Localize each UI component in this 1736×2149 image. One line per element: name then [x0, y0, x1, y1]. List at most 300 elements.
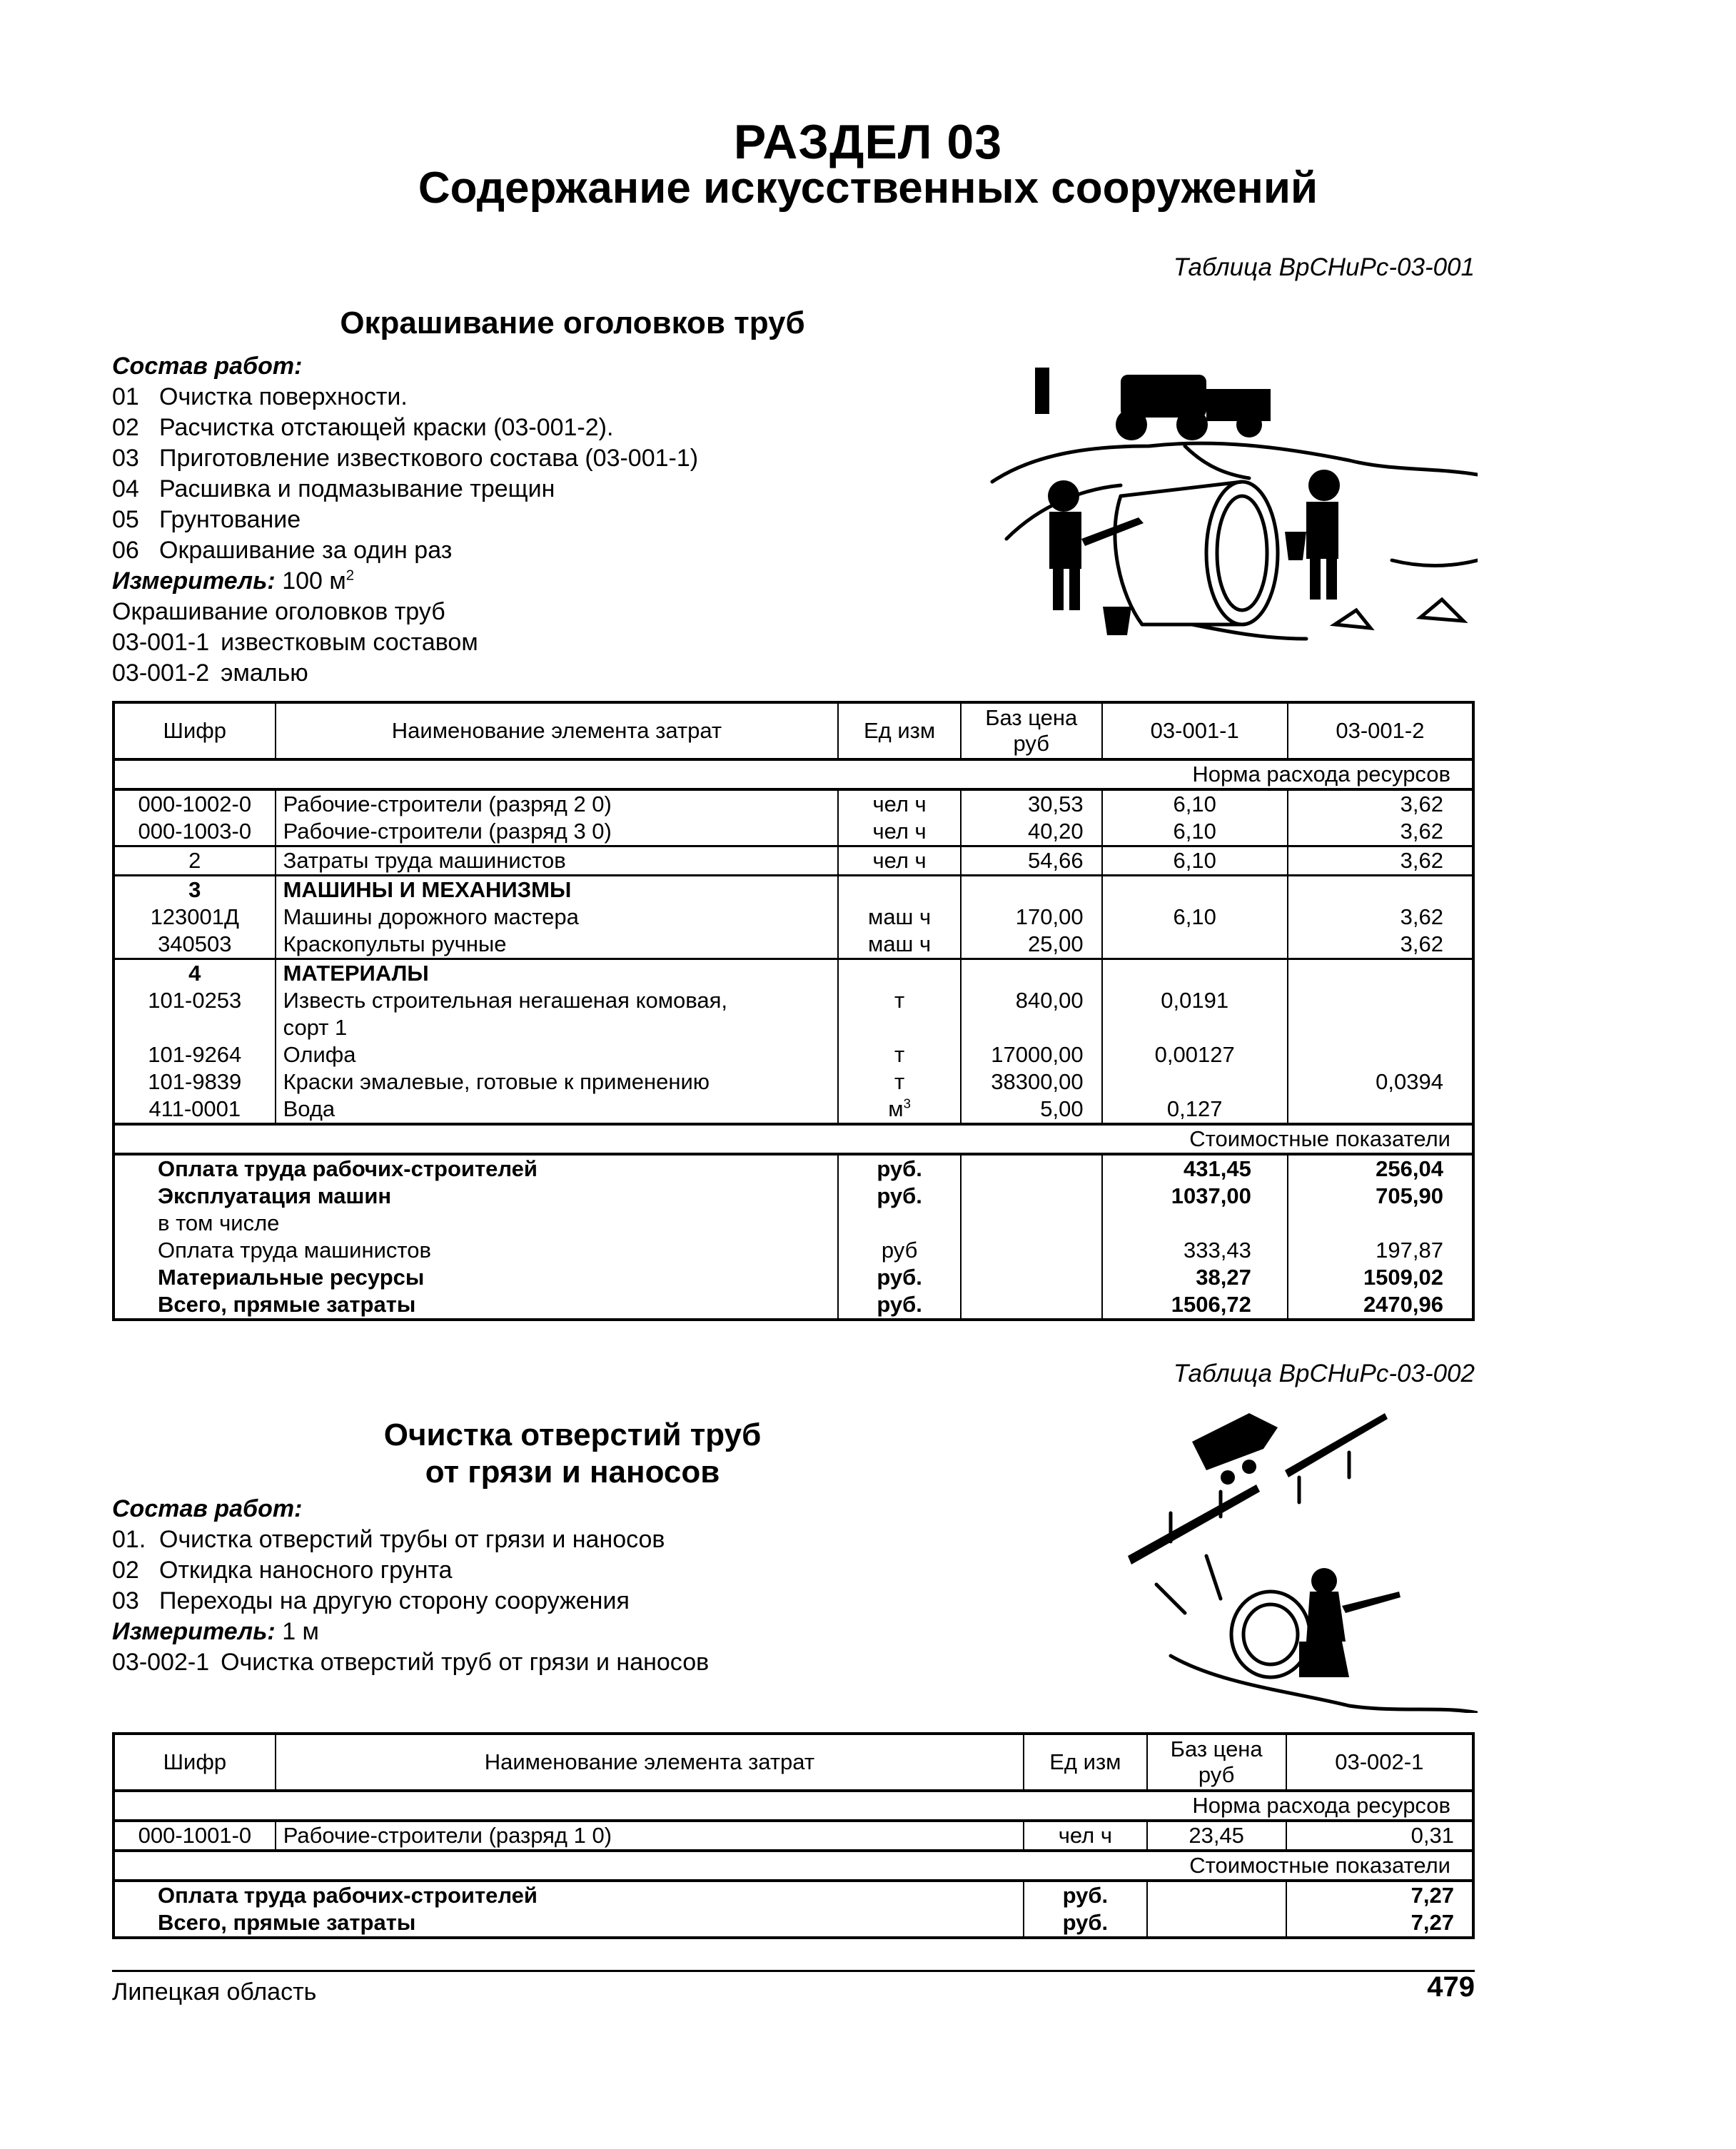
cell-code-text: 000-1002-0 — [138, 792, 252, 816]
cell-price-text: 54,66 — [1028, 848, 1084, 873]
cost-name — [113, 1237, 838, 1264]
cell-value-2-text: 3,62 — [1400, 848, 1443, 873]
band-label: Норма расхода ресурсов — [113, 1791, 1473, 1821]
page-number: 479 — [1427, 1971, 1475, 2003]
cell-value-1 — [1102, 959, 1288, 988]
meter-label-2: Измеритель: — [112, 1618, 276, 1645]
cost-name — [113, 1154, 838, 1183]
composition-label-2: Состав работ: — [112, 1495, 303, 1522]
variant-item — [112, 627, 698, 658]
cost-name-text: в том числе — [158, 1210, 280, 1235]
cell-value-2 — [1288, 904, 1473, 931]
cost-value-1-text: 7,27 — [1410, 1883, 1454, 1908]
cell-code-text: 000-1001-0 — [138, 1823, 252, 1848]
cell-value-1 — [1102, 987, 1288, 1014]
table-row — [113, 1068, 1473, 1096]
meter-value-2: 1 м — [282, 1618, 319, 1645]
cell-value-1 — [1286, 1821, 1473, 1851]
price-header-line1-2: Баз цена — [1170, 1736, 1263, 1761]
band-label: Стоимостные показатели — [113, 1124, 1473, 1154]
table-row — [113, 904, 1473, 931]
cost-unit-text: руб. — [877, 1156, 922, 1181]
cell-name — [276, 1821, 1024, 1851]
cell-value-2 — [1288, 876, 1473, 904]
work-number: 06 — [112, 537, 139, 564]
cell-value-2 — [1288, 931, 1473, 959]
cell-code — [113, 1096, 276, 1124]
footer-region: Липецкая область — [112, 1978, 317, 2006]
col-header-name-2: Наименование элемента затрат — [276, 1734, 1024, 1791]
cell-unit — [838, 1068, 961, 1096]
cell-value-1 — [1102, 876, 1288, 904]
cell-name — [276, 818, 839, 846]
variant-item — [112, 1647, 709, 1678]
cell-value-2 — [1288, 789, 1473, 818]
cell-price — [961, 987, 1102, 1014]
cost-row — [113, 1210, 1473, 1237]
cell-name-text: Рабочие-строители (разряд 3 0) — [283, 819, 612, 844]
cell-value-2-text: 3,62 — [1400, 931, 1443, 956]
cost-value-2-text: 197,87 — [1376, 1238, 1443, 1263]
cell-name-text: сорт 1 — [283, 1015, 348, 1040]
cost-price-empty — [961, 1210, 1102, 1237]
work-item — [112, 535, 698, 566]
work-text: Откидка наносного грунта — [159, 1557, 453, 1584]
col-header-variant-2: 03-001-2 — [1288, 702, 1473, 759]
cell-unit — [838, 876, 961, 904]
cell-code-text: 000-1003-0 — [138, 819, 252, 844]
work-number: 01 — [112, 383, 139, 410]
band-label: Норма расхода ресурсов — [113, 759, 1473, 789]
work-number: 02 — [112, 1557, 139, 1584]
cell-price — [961, 789, 1102, 818]
cell-value-1-text: 0,127 — [1166, 1096, 1223, 1121]
work-item — [112, 413, 698, 443]
variant-code: 03-001-1 — [112, 629, 210, 656]
cell-price — [961, 1014, 1102, 1041]
cell-unit — [838, 818, 961, 846]
cell-price-text: 40,20 — [1028, 819, 1084, 844]
cell-code — [113, 987, 276, 1014]
price-header-line1: Баз цена — [985, 705, 1078, 730]
cell-value-1 — [1102, 904, 1288, 931]
cost-value-1-text: 1506,72 — [1171, 1292, 1251, 1317]
work-text: Окрашивание за один раз — [159, 537, 453, 564]
cell-unit — [838, 846, 961, 876]
cell-value-2 — [1288, 1068, 1473, 1096]
cell-name — [276, 959, 839, 988]
cell-name — [276, 1068, 839, 1096]
col-header-price-2 — [1147, 1734, 1286, 1791]
cell-value-1-text: 6,10 — [1173, 904, 1216, 929]
table-row — [113, 846, 1473, 876]
cell-price — [961, 818, 1102, 846]
cell-name-text: Вода — [283, 1096, 335, 1121]
cell-unit — [838, 1096, 961, 1124]
price-header-line2: руб — [1013, 731, 1049, 756]
cost-value-2 — [1288, 1237, 1473, 1264]
cost-price-empty — [1147, 1909, 1286, 1938]
cost-value-2 — [1288, 1183, 1473, 1210]
variant-item — [112, 658, 698, 689]
cost-unit-text: руб. — [877, 1265, 922, 1290]
cost-row — [113, 1264, 1473, 1291]
cost-unit — [838, 1183, 961, 1210]
cost-unit — [838, 1154, 961, 1183]
table1-description — [112, 351, 698, 689]
cell-price-text: 17000,00 — [991, 1042, 1084, 1067]
table-row — [113, 876, 1473, 904]
cell-value-2 — [1288, 846, 1473, 876]
cell-price-text: 38300,00 — [991, 1069, 1084, 1094]
cell-price — [961, 846, 1102, 876]
cell-name — [276, 931, 839, 959]
cost-row — [113, 1154, 1473, 1183]
cell-value-2 — [1288, 959, 1473, 988]
work-item — [112, 505, 698, 535]
cost-row — [113, 1183, 1473, 1210]
cost-value-1-text: 1037,00 — [1171, 1183, 1251, 1208]
work-text: Очистка отверстий трубы от грязи и наносов — [159, 1526, 665, 1553]
variant-text: эмалью — [221, 659, 308, 687]
cell-code — [113, 1821, 276, 1851]
cell-price-text: 170,00 — [1015, 904, 1084, 929]
cost-unit — [1024, 1881, 1147, 1909]
cell-unit — [838, 931, 961, 959]
cell-code — [113, 1014, 276, 1041]
cell-price — [961, 1068, 1102, 1096]
cost-unit-text: руб. — [1062, 1883, 1109, 1908]
cost-name-text: Всего, прямые затраты — [158, 1910, 416, 1935]
cell-unit — [1024, 1821, 1147, 1851]
band-row — [113, 1851, 1473, 1881]
cell-value-1 — [1102, 1096, 1288, 1124]
cost-value-1-text: 7,27 — [1410, 1910, 1454, 1935]
cell-price-text: 25,00 — [1028, 931, 1084, 956]
cell-value-1-text: 0,0191 — [1161, 988, 1229, 1013]
work-text: Приготовление известкового состава (03-001-1) — [159, 445, 699, 472]
composition-label: Состав работ: — [112, 353, 303, 380]
cost-name-text: Эксплуатация машин — [158, 1183, 392, 1208]
col-header-price — [961, 702, 1102, 759]
cost-value-2 — [1288, 1264, 1473, 1291]
cost-row — [113, 1291, 1473, 1320]
col-header-unit-2: Ед изм — [1024, 1734, 1147, 1791]
work-number: 01. — [112, 1526, 146, 1553]
cell-value-1 — [1102, 1041, 1288, 1068]
cost-name-text: Оплата труда рабочих-строителей — [158, 1883, 538, 1908]
cell-value-2 — [1288, 818, 1473, 846]
cell-value-2 — [1288, 1014, 1473, 1041]
cell-name-text: Краски эмалевые, готовые к применению — [283, 1069, 710, 1094]
cost-unit — [838, 1291, 961, 1320]
cell-price — [961, 959, 1102, 988]
band-row — [113, 759, 1473, 789]
work-item — [112, 1555, 709, 1586]
cell-name-text: Рабочие-строители (разряд 2 0) — [283, 792, 612, 816]
cell-value-1 — [1102, 1014, 1288, 1041]
cost-row — [113, 1881, 1473, 1909]
cost-name — [113, 1183, 838, 1210]
cell-name — [276, 846, 839, 876]
section-title: Содержание искусственных сооружений — [418, 163, 1318, 213]
cell-price — [961, 1096, 1102, 1124]
cost-value-1 — [1102, 1264, 1288, 1291]
cost-name-text: Всего, прямые затраты — [158, 1292, 416, 1317]
cell-name — [276, 789, 839, 818]
cell-name-text: Олифа — [283, 1042, 356, 1067]
table-ref-1: Таблица ВрСНиРс-03-001 — [1173, 253, 1475, 281]
cost-name-text: Оплата труда рабочих-строителей — [158, 1156, 538, 1181]
cell-value-1-text: 0,31 — [1410, 1823, 1454, 1848]
col-header-unit: Ед изм — [838, 702, 961, 759]
illustration-workers-painting-icon — [978, 325, 1478, 646]
cost-name — [113, 1264, 838, 1291]
cost-price-empty — [961, 1291, 1102, 1320]
work-text: Очистка поверхности. — [159, 383, 408, 410]
cell-code-text: 411-0001 — [148, 1096, 241, 1121]
work-number: 02 — [112, 414, 139, 441]
cell-unit-text: чел ч — [872, 848, 927, 873]
cell-code-text: 123001Д — [150, 904, 240, 929]
cell-code-text: 101-9839 — [148, 1069, 242, 1094]
cell-name-text: Затраты труда машинистов — [283, 848, 566, 873]
cell-value-2-text: 3,62 — [1400, 792, 1443, 816]
band-row — [113, 1124, 1473, 1154]
cell-name — [276, 876, 839, 904]
cost-price-empty — [961, 1264, 1102, 1291]
cost-value-1 — [1102, 1154, 1288, 1183]
cell-unit-text: чел ч — [1058, 1823, 1112, 1848]
cost-name — [113, 1881, 1024, 1909]
table-row — [113, 789, 1473, 818]
cost-value-2 — [1288, 1291, 1473, 1320]
cell-unit-text: м — [888, 1096, 904, 1121]
cell-unit — [838, 1041, 961, 1068]
cost-name — [113, 1210, 838, 1237]
cost-name — [113, 1909, 1024, 1938]
cell-unit — [838, 789, 961, 818]
cell-unit-text: маш ч — [868, 931, 932, 956]
cell-code — [113, 789, 276, 818]
cell-price-text: 840,00 — [1015, 988, 1084, 1013]
cost-unit-text: руб. — [877, 1183, 922, 1208]
cost-unit-text: руб. — [1062, 1910, 1109, 1935]
cell-unit-text: чел ч — [872, 792, 927, 816]
cost-value-1-text: 38,27 — [1196, 1265, 1251, 1290]
cell-price-text: 5,00 — [1040, 1096, 1084, 1121]
table-ref-2: Таблица ВрСНиРс-03-002 — [1173, 1360, 1475, 1387]
cell-price — [961, 876, 1102, 904]
col-header-code-2: Шифр — [113, 1734, 276, 1791]
cost-row — [113, 1237, 1473, 1264]
cost-name-text: Материальные ресурсы — [158, 1265, 425, 1290]
table2-title-line1: Очистка отверстий труб — [383, 1417, 762, 1452]
cell-unit-text: чел ч — [872, 819, 927, 844]
table-row — [113, 1821, 1473, 1851]
cell-price-text: 23,45 — [1189, 1823, 1244, 1848]
table-row — [113, 987, 1473, 1014]
unit-sup: 3 — [903, 1096, 911, 1111]
table2-title-line2: от грязи и наносов — [425, 1455, 720, 1490]
cell-name — [276, 987, 839, 1014]
cost-unit-text: руб. — [877, 1292, 922, 1317]
work-text: Расшивка и подмазывание трещин — [159, 475, 555, 502]
cost-value-2 — [1288, 1210, 1473, 1237]
cell-name-text: Краскопульты ручные — [283, 931, 507, 956]
table-row — [113, 1014, 1473, 1041]
table1-title: Окрашивание оголовков труб — [340, 305, 805, 340]
cell-value-2 — [1288, 987, 1473, 1014]
cell-name-text: Известь строительная негашеная комовая, — [283, 988, 728, 1013]
cell-value-2-text: 3,62 — [1400, 904, 1443, 929]
col-header-name: Наименование элемента затрат — [276, 702, 839, 759]
cell-name — [276, 1096, 839, 1124]
cell-price-text: 30,53 — [1028, 792, 1084, 816]
cost-table-2 — [112, 1732, 1475, 1939]
cost-price-empty — [961, 1183, 1102, 1210]
cell-name-text: МАШИНЫ И МЕХАНИЗМЫ — [283, 877, 572, 902]
cell-code — [113, 931, 276, 959]
cell-code — [113, 959, 276, 988]
cost-unit — [1024, 1909, 1147, 1938]
cell-name — [276, 1014, 839, 1041]
cell-unit-text: т — [894, 1069, 905, 1094]
cell-unit — [838, 1014, 961, 1041]
cell-value-1-text: 0,00127 — [1154, 1042, 1235, 1067]
table2-title — [112, 1417, 1033, 1491]
cell-code — [113, 904, 276, 931]
variant-code: 03-002-1 — [112, 1649, 210, 1676]
variant-code: 03-001-2 — [112, 659, 210, 687]
work-item — [112, 1524, 709, 1555]
cost-table-1 — [112, 701, 1475, 1321]
cell-code-text: 101-9264 — [148, 1042, 242, 1067]
cell-code-text: 4 — [188, 961, 201, 986]
cell-price — [961, 904, 1102, 931]
price-header-line2-2: руб — [1198, 1762, 1235, 1787]
cell-unit — [838, 904, 961, 931]
cost-value-1 — [1102, 1291, 1288, 1320]
table-row — [113, 931, 1473, 959]
cell-code-text: 101-0253 — [148, 988, 242, 1013]
cell-value-1 — [1102, 789, 1288, 818]
meter-sup: 2 — [345, 567, 355, 584]
cell-name-text: Машины дорожного мастера — [283, 904, 579, 929]
subject: Окрашивание оголовков труб — [112, 598, 445, 625]
cost-value-2-text: 256,04 — [1376, 1156, 1443, 1181]
work-number: 03 — [112, 445, 139, 472]
cost-value-2-text: 1509,02 — [1363, 1265, 1443, 1290]
cell-code-text: 3 — [188, 877, 201, 902]
col-header-variant-1: 03-001-1 — [1102, 702, 1288, 759]
cell-unit-text: т — [894, 988, 905, 1013]
footer-divider — [112, 1970, 1475, 1972]
cost-name — [113, 1291, 838, 1320]
cell-value-1-text: 6,10 — [1173, 792, 1216, 816]
cost-value-2-text: 2470,96 — [1363, 1292, 1443, 1317]
work-item — [112, 1586, 709, 1617]
cell-code — [113, 818, 276, 846]
cell-value-1-text: 6,10 — [1173, 819, 1216, 844]
cell-unit — [838, 959, 961, 988]
cell-value-2 — [1288, 1041, 1473, 1068]
table-row — [113, 1096, 1473, 1124]
cost-value-1-text: 333,43 — [1184, 1238, 1251, 1263]
cell-value-2 — [1288, 1096, 1473, 1124]
cell-unit — [838, 987, 961, 1014]
cell-code — [113, 1041, 276, 1068]
cell-value-1-text: 6,10 — [1173, 848, 1216, 873]
cell-name — [276, 904, 839, 931]
work-text: Расчистка отстающей краски (03-001-2). — [159, 414, 614, 441]
work-number: 05 — [112, 506, 139, 533]
table2-description — [112, 1494, 709, 1678]
cost-price-empty — [961, 1237, 1102, 1264]
cost-value-1 — [1286, 1909, 1473, 1938]
cost-value-1 — [1102, 1210, 1288, 1237]
work-item — [112, 443, 698, 474]
cell-value-2-text: 3,62 — [1400, 819, 1443, 844]
variant-text: известковым составом — [221, 629, 478, 656]
meter-value: 100 м — [282, 567, 346, 595]
cell-name — [276, 1041, 839, 1068]
cell-code-text: 340503 — [158, 931, 232, 956]
cell-name-text: Рабочие-строители (разряд 1 0) — [283, 1823, 612, 1848]
col-header-code: Шифр — [113, 702, 276, 759]
cell-value-2-text: 0,0394 — [1376, 1069, 1443, 1094]
cell-value-1 — [1102, 818, 1288, 846]
cell-value-1 — [1102, 846, 1288, 876]
cost-unit-text: руб — [881, 1238, 918, 1263]
cell-value-1 — [1102, 931, 1288, 959]
cell-code — [113, 846, 276, 876]
cell-value-1 — [1102, 1068, 1288, 1096]
cell-name-text: МАТЕРИАЛЫ — [283, 961, 429, 986]
meter-label: Измеритель: — [112, 567, 276, 595]
cell-price — [961, 931, 1102, 959]
cell-code — [113, 876, 276, 904]
cost-row — [113, 1909, 1473, 1938]
band-row — [113, 1791, 1473, 1821]
cost-value-2 — [1288, 1154, 1473, 1183]
cost-price-empty — [1147, 1881, 1286, 1909]
cell-price — [1147, 1821, 1286, 1851]
table-row — [113, 959, 1473, 988]
cost-unit — [838, 1210, 961, 1237]
cell-code — [113, 1068, 276, 1096]
table-row — [113, 1041, 1473, 1068]
cell-code-text: 2 — [188, 848, 201, 873]
variant-text: Очистка отверстий труб от грязи и наносов — [221, 1649, 710, 1676]
work-number: 04 — [112, 475, 139, 502]
col-header-variant-1-2: 03-002-1 — [1286, 1734, 1473, 1791]
work-item — [112, 474, 698, 505]
cost-value-1 — [1102, 1237, 1288, 1264]
work-number: 03 — [112, 1587, 139, 1614]
cost-value-1-text: 431,45 — [1184, 1156, 1251, 1181]
section-heading: РАЗДЕЛ 03 — [733, 115, 1003, 169]
cell-price — [961, 1041, 1102, 1068]
cost-value-1 — [1286, 1881, 1473, 1909]
work-item — [112, 382, 698, 413]
band-label: Стоимостные показатели — [113, 1851, 1473, 1881]
cost-value-2-text: 705,90 — [1376, 1183, 1443, 1208]
cell-unit-text: маш ч — [868, 904, 932, 929]
illustration-cleaning-pipe-icon — [1114, 1399, 1478, 1713]
cost-price-empty — [961, 1154, 1102, 1183]
cost-name-text: Оплата труда машинистов — [158, 1238, 431, 1263]
